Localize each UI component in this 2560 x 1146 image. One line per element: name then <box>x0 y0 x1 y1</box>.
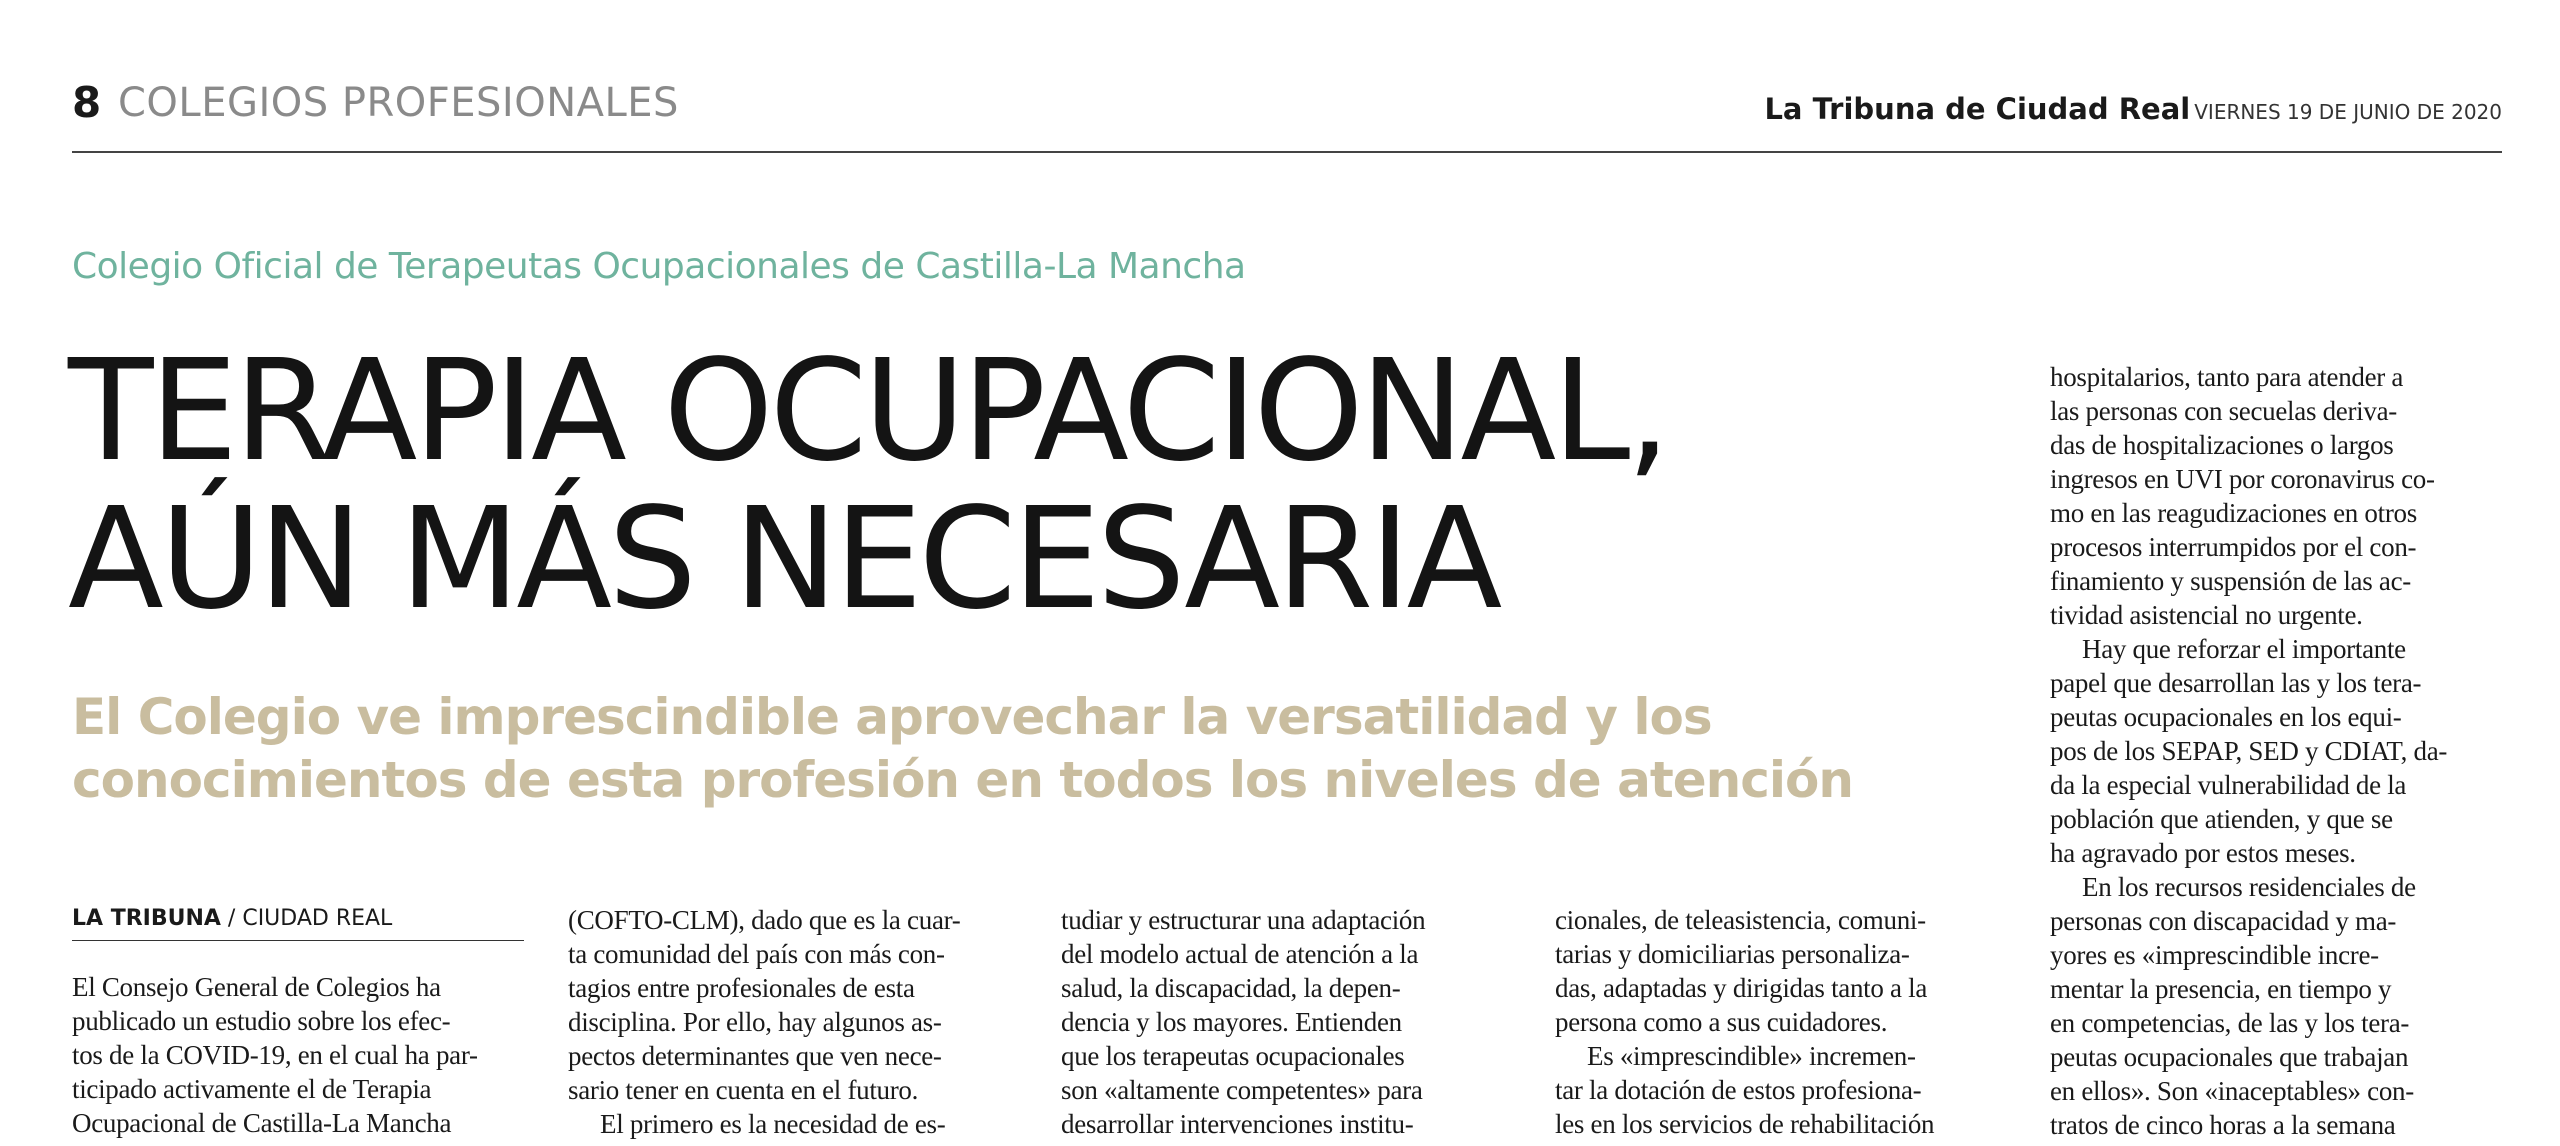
text-line: en competencias, de las y los tera- <box>2050 1008 2410 1038</box>
text-line: tar la dotación de estos profesiona- <box>1555 1075 1922 1105</box>
article-headline <box>68 330 1998 641</box>
article-kicker: Colegio Oficial de Terapeutas Ocupacionales de Castilla-La Mancha <box>72 246 1246 287</box>
issue-date: VIERNES 19 DE JUNIO DE 2020 <box>2194 100 2502 124</box>
text-line: mentar la presencia, en tiempo y <box>2050 974 2392 1004</box>
article-deck <box>72 686 2042 812</box>
byline-location: CIUDAD REAL <box>242 906 393 931</box>
text-line: del modelo actual de atención a la <box>1061 939 1419 969</box>
text-line: disciplina. Por ello, hay algunos as- <box>568 1007 942 1037</box>
text-line: da la especial vulnerabilidad de la <box>2050 770 2407 800</box>
text-line: que los terapeutas ocupacionales <box>1061 1041 1405 1071</box>
page-number: 8 <box>72 78 102 127</box>
text-column-2 <box>568 903 1028 1141</box>
text-line: Hay que reforzar el importante <box>2082 634 2406 664</box>
text-line: persona como a sus cuidadores. <box>1555 1007 1888 1037</box>
text-line: personas con discapacidad y ma- <box>2050 906 2397 936</box>
text-line: En los recursos residenciales de <box>2082 872 2416 902</box>
header-divider <box>72 151 2502 153</box>
text-line: cionales, de teleasistencia, comuni- <box>1555 905 1926 935</box>
text-line: El Consejo General de Colegios ha <box>72 972 441 1002</box>
text-line: ticipado activamente el de Terapia <box>72 1074 432 1104</box>
text-line: ingresos en UVI por coronavirus co- <box>2050 464 2435 494</box>
text-line: tarias y domiciliarias personaliza- <box>1555 939 1910 969</box>
headline-line: AÚN MÁS NECESARIA <box>68 478 1499 641</box>
text-line: las personas con secuelas deriva- <box>2050 396 2397 426</box>
deck-line: conocimientos de esta profesión en todos los niveles de atención <box>72 751 1853 809</box>
text-line: ta comunidad del país con más con- <box>568 939 945 969</box>
text-line: tudiar y estructurar una adaptación <box>1061 905 1426 935</box>
text-line: (COFTO-CLM), dado que es la cuar- <box>568 905 961 935</box>
text-line: peutas ocupacionales en los equi- <box>2050 702 2402 732</box>
text-line: pos de los SEPAP, SED y CDIAT, da- <box>2050 736 2448 766</box>
text-line: hospitalarios, tanto para atender a <box>2050 362 2404 392</box>
text-line: sario tener en cuenta en el futuro. <box>568 1075 919 1105</box>
text-line: tividad asistencial no urgente. <box>2050 600 2363 630</box>
text-line: El primero es la necesidad de es- <box>600 1109 946 1139</box>
text-line: pectos determinantes que ven nece- <box>568 1041 942 1071</box>
text-line: papel que desarrollan las y los tera- <box>2050 668 2422 698</box>
text-line: población que atienden, y que se <box>2050 804 2393 834</box>
text-line: son «altamente competentes» para <box>1061 1075 1423 1105</box>
byline-separator: / <box>220 906 243 931</box>
text-column-3 <box>1061 903 1521 1141</box>
deck-line: El Colegio ve imprescindible aprovechar la versatilidad y los <box>72 688 1712 746</box>
text-line: yores es «imprescindible incre- <box>2050 940 2379 970</box>
text-line: Es «imprescindible» incremen- <box>1587 1041 1916 1071</box>
byline <box>72 906 524 931</box>
text-line: salud, la discapacidad, la depen- <box>1061 973 1401 1003</box>
masthead <box>1764 92 2502 126</box>
page-header <box>72 78 2502 138</box>
text-line: das, adaptadas y dirigidas tanto a la <box>1555 973 1928 1003</box>
section-name: COLEGIOS PROFESIONALES <box>118 80 679 126</box>
text-column-1 <box>72 970 532 1140</box>
text-line: mo en las reagudizaciones en otros <box>2050 498 2417 528</box>
text-line: peutas ocupacionales que trabajan <box>2050 1042 2409 1072</box>
text-line: ha agravado por estos meses. <box>2050 838 2356 868</box>
text-line: tos de la COVID-19, en el cual ha par- <box>72 1040 478 1070</box>
text-column-5 <box>2050 360 2510 1142</box>
text-line: procesos interrumpidos por el con- <box>2050 532 2417 562</box>
text-line: les en los servicios de rehabilitación <box>1555 1109 1935 1139</box>
text-line: tagios entre profesionales de esta <box>568 973 915 1003</box>
text-line: das de hospitalizaciones o largos <box>2050 430 2394 460</box>
text-line: en ellos». Son «inaceptables» con- <box>2050 1076 2414 1106</box>
byline-agency: LA TRIBUNA <box>72 906 221 931</box>
text-line: Ocupacional de Castilla-La Mancha <box>72 1108 452 1138</box>
text-line: finamiento y suspensión de las ac- <box>2050 566 2411 596</box>
byline-divider <box>72 940 524 941</box>
text-line: desarrollar intervenciones institu- <box>1061 1109 1414 1139</box>
text-line: tratos de cinco horas a la semana <box>2050 1110 2396 1140</box>
text-line: dencia y los mayores. Entienden <box>1061 1007 1402 1037</box>
headline-line: TERAPIA OCUPACIONAL, <box>68 330 1667 493</box>
newspaper-name: La Tribuna de Ciudad Real <box>1764 92 2191 126</box>
text-column-4 <box>1555 903 2015 1141</box>
text-line: publicado un estudio sobre los efec- <box>72 1006 451 1036</box>
